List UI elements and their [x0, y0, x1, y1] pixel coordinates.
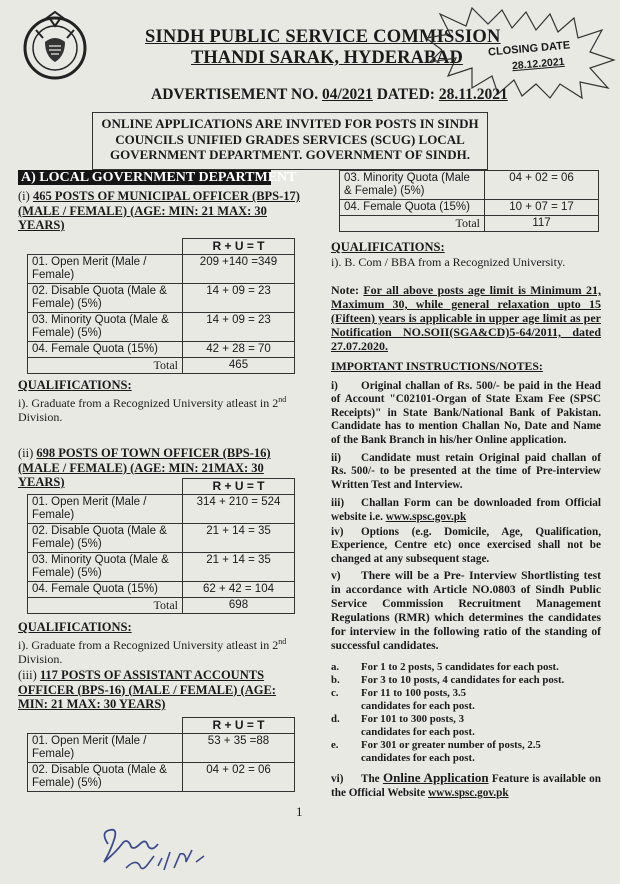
table-header: R + U = T	[183, 718, 295, 734]
qualifications-heading: QUALIFICATIONS:	[331, 240, 445, 254]
page-number: 1	[296, 804, 303, 819]
table-row: 02. Disable Quota (Male & Female) (5%) 04 + 02 = 06	[28, 763, 295, 792]
instruction-item: iv) Options (e.g. Domicile, Age, Qualification, Experience, Centre etc) once exercised shall not be changed at any subsequent stage.	[331, 526, 601, 565]
instructions	[331, 359, 601, 800]
post-3-title	[18, 668, 306, 712]
table-row: 04. Female Quota (15%) 42 + 28 = 70	[28, 342, 295, 358]
table-row: 04. Female Quota (15%) 10 + 07 = 17	[340, 200, 599, 216]
table-row: 01. Open Merit (Male / Female) 53 + 35 =88	[28, 734, 295, 763]
post-1-text: 465 POSTS OF MUNICIPAL OFFICER (BPS-17)(MALE / FEMALE) (AGE: MIN: 21 MAX: 30 YEARS)	[18, 189, 300, 232]
advertisement-line	[151, 86, 508, 104]
org-name: SINDH PUBLIC SERVICE COMMISSION	[145, 27, 501, 47]
post-3-quota-table-part2	[339, 170, 599, 232]
closing-date-value: 28.12.2021	[511, 55, 565, 73]
table-row: 01. Open Merit (Male / Female) 314 + 210 = 524	[28, 495, 295, 524]
table-row: 02. Disable Quota (Male & Female) (5%) 21 + 14 = 35	[28, 524, 295, 553]
list-item: d. For 101 to 300 posts, 3 candidates for each post.	[331, 713, 475, 739]
table-row: 02. Disable Quota (Male & Female) (5%) 14 + 09 = 23	[28, 284, 295, 313]
signature	[96, 822, 256, 880]
table-row: 04. Female Quota (15%) 62 + 42 = 104	[28, 582, 295, 598]
table-total-row: Total 117	[340, 216, 599, 232]
post-3-text: 117 POSTS OF ASSISTANT ACCOUNTS OFFICER (BPS-16) (MALE / FEMALE) (AGE: MIN: 21 MAX: 30 YEARS)	[18, 668, 276, 711]
list-item: c. For 11 to 100 posts, 3.5 candidates for each post.	[331, 687, 475, 713]
post-3-quota-table-part1	[27, 717, 295, 792]
post-1-quota-table	[27, 238, 295, 374]
table-row: 03. Minority Quota (Male & Female) (5%) 04 + 02 = 06	[340, 171, 599, 200]
instruction-item: i) Original challan of Rs. 500/- be paid in the Head of Account "C02101-Organ of State Exam Fee (SPSC Receipts)" in State Bank/National Bank of Pakistan. Candidate has to mention Challan No, Date and Name of the Bank Branch in his/her Online application.	[331, 380, 601, 446]
list-item: e. For 301 or greater number of posts, 2.5 candidates for each post.	[331, 739, 541, 765]
list-item: b. For 3 to 10 posts, 4 candidates for each post.	[331, 674, 565, 687]
table-row: 03. Minority Quota (Male & Female) (5%) 14 + 09 = 23	[28, 313, 295, 342]
adv-date: 28.11.2021	[438, 86, 508, 103]
table-row: 03. Minority Quota (Male & Female) (5%) 21 + 14 = 35	[28, 553, 295, 582]
org-address: THANDI SARAK, HYDERABAD	[191, 48, 463, 68]
announcement-banner: ONLINE APPLICATIONS ARE INVITED FOR POSTS IN SINDH COUNCILS UNIFIED GRADES SERVICES (SCUG) LOCAL GOVERNMENT DEPARTMENT. GOVERNMENT OF SINDH.	[92, 112, 488, 170]
instruction-item: v) There will be a Pre- Interview Shortlisting test in accordance with Article NO.0803 of Sindh Public Service Commission Recruitment Management Regulations (RMR) which determines the candidates for interview in the following ratio of the standing of successful candidates.	[331, 569, 601, 653]
table-header: R + U = T	[183, 479, 295, 495]
website-link[interactable]: www.spsc.gov.pk	[385, 510, 467, 523]
table-header: R + U = T	[183, 239, 295, 255]
table-row: 01. Open Merit (Male / Female) 209 +140 =349	[28, 255, 295, 284]
section-heading: A) LOCAL GOVERNMENT DEPARTMENT	[18, 170, 271, 185]
instruction-item: iii) Challan Form can be downloaded from Official website i.e. www.spsc.gov.pk	[331, 497, 601, 523]
post-2-text: 698 POSTS OF TOWN OFFICER (BPS-16) (MALE / FEMALE) (AGE: MIN: 21MAX: 30 YEARS)	[18, 446, 271, 489]
post-3-num: (iii)	[18, 668, 37, 682]
adv-number: 04/2021	[322, 86, 373, 103]
list-item: a. For 1 to 2 posts, 5 candidates for each post.	[331, 661, 559, 674]
post-2-quota-table	[27, 478, 295, 614]
instructions-heading: IMPORTANT INSTRUCTIONS/NOTES:	[331, 359, 543, 373]
adv-prefix: ADVERTISEMENT NO.	[151, 86, 319, 103]
table-total-row: Total 698	[28, 598, 295, 614]
table-total-row: Total 465	[28, 358, 295, 374]
post-2-num: (ii)	[18, 446, 34, 460]
closing-date-label: CLOSING DATE	[487, 39, 571, 59]
post-3-qualifications: QUALIFICATIONS: i). B. Com / BBA from a Recognized University.	[331, 240, 601, 269]
post-1-title	[18, 189, 306, 233]
post-1-num: (i)	[18, 189, 30, 203]
qualifications-heading: QUALIFICATIONS:	[18, 378, 132, 392]
age-note: Note: For all above posts age limit is Minimum 21, Maximum 30, while general relaxation upto 15 (Fifteen) years is applicable in upper age limit as per Notification NO.SOII(SGA&CD)5-64/2011, dated 27.07.2020.	[331, 283, 601, 353]
instruction-item: vi) The Online Application Feature is available on the Official Website www.spsc.gov.pk	[331, 770, 601, 799]
post-1-qualifications: QUALIFICATIONS: i). Graduate from a Recognized University atleast in 2nd Division.	[18, 378, 306, 424]
qualifications-heading: QUALIFICATIONS:	[18, 620, 132, 634]
commission-seal	[18, 8, 92, 84]
post-2-qualifications: QUALIFICATIONS: i). Graduate from a Recognized University atleast in 2nd Division.	[18, 620, 306, 666]
website-link[interactable]: www.spsc.gov.pk	[428, 786, 509, 799]
instruction-item: ii) Candidate must retain Original paid challan of Rs. 500/- to be presented at the time of Pre-interview Written Test and Interview.	[331, 452, 601, 491]
ratio-list	[331, 661, 601, 765]
adv-dated-label: DATED:	[376, 86, 435, 103]
